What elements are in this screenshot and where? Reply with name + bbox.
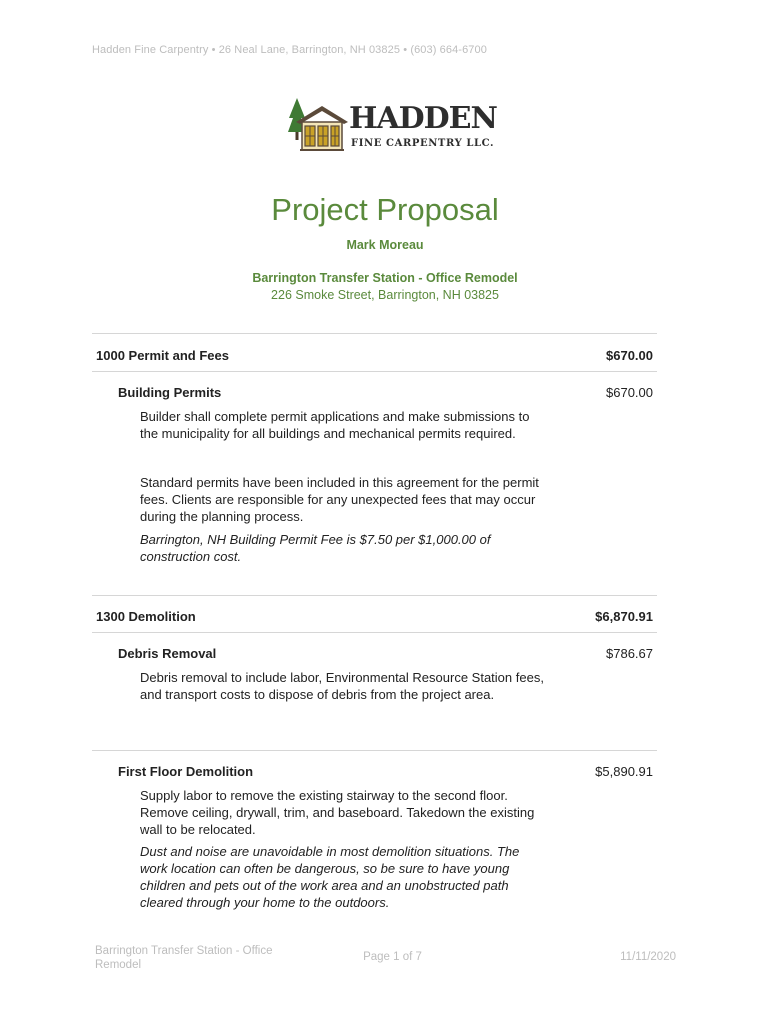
letterhead: Hadden Fine Carpentry • 26 Neal Lane, Barrington, NH 03825 • (603) 664-6700 — [92, 44, 487, 56]
logo-name: HADDEN — [349, 101, 497, 136]
line-item-description: Standard permits have been included in this agreement for the permit fees. Clients are responsible for any unexpected fees that may occur during the planning process. — [140, 475, 539, 524]
section-amount: $670.00 — [606, 348, 653, 363]
footer-date: 11/11/2020 — [620, 951, 676, 963]
company-logo — [288, 98, 497, 158]
section-divider — [92, 371, 657, 372]
line-item-amount: $670.00 — [606, 385, 653, 400]
page-title: Project Proposal — [271, 192, 499, 227]
client-name: Mark Moreau — [346, 238, 424, 252]
page-number: Page 1 of 7 — [363, 951, 422, 963]
line-item-title: Building Permits — [118, 385, 222, 400]
section-divider — [92, 632, 657, 633]
logo-subtitle: FINE CARPENTRY LLC. — [351, 138, 495, 149]
section-title: 1300 Demolition — [96, 609, 196, 624]
line-item-note: Dust and noise are unavoidable in most demolition situations. The work location can often be dangerous, so be sure to have young children and pets out of the work area and an unobstructed path cleared through your home to the outdoors. — [140, 844, 520, 910]
line-item-amount: $5,890.91 — [595, 764, 653, 779]
item-divider — [92, 750, 657, 751]
house-with-tree-icon — [288, 98, 348, 154]
line-item-title: First Floor Demolition — [118, 764, 254, 779]
project-address: 226 Smoke Street, Barrington, NH 03825 — [271, 288, 499, 302]
section-divider — [92, 595, 657, 596]
section-amount: $6,870.91 — [595, 609, 653, 624]
section-divider — [92, 333, 657, 334]
footer-project-label: Barrington Transfer Station - Office Remodel — [95, 945, 273, 971]
line-item-description: Debris removal to include labor, Environmental Resource Station fees, and transport costs to dispose of debris from the project area. — [140, 670, 544, 702]
line-item-description: Supply labor to remove the existing stairway to the second floor. Remove ceiling, drywall, trim, and baseboard. Takedown the existing wall to be relocated. — [140, 788, 535, 837]
line-item-title: Debris Removal — [118, 646, 217, 661]
line-item-amount: $786.67 — [606, 646, 653, 661]
project-name: Barrington Transfer Station - Office Remodel — [252, 271, 518, 285]
line-item-description: Builder shall complete permit applications and make submissions to the municipality for all buildings and mechanical permits required. — [140, 409, 530, 441]
section-title: 1000 Permit and Fees — [96, 348, 229, 363]
line-item-note: Barrington, NH Building Permit Fee is $7.50 per $1,000.00 of construction cost. — [140, 532, 491, 564]
